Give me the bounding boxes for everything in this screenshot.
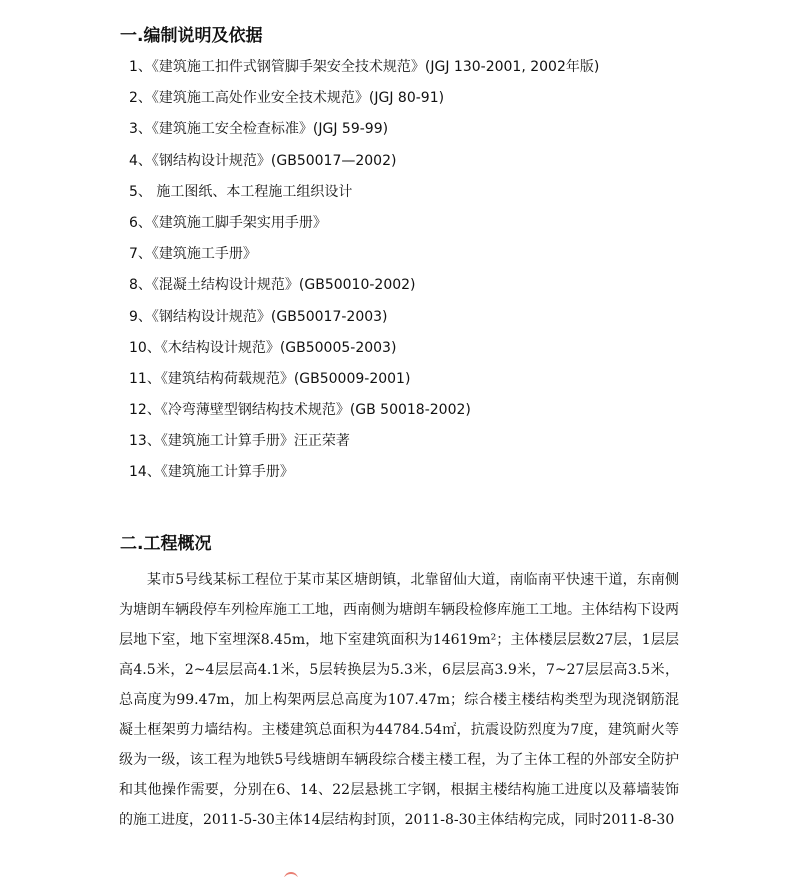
reference-item: 11、《建筑结构荷载规范》(GB50009-2001): [129, 370, 411, 387]
reference-item: 8、《混凝土结构设计规范》(GB50010-2002): [129, 277, 416, 294]
section-2-title: 二.工程概况: [120, 534, 212, 554]
reference-item: 10、《木结构设计规范》(GB50005-2003): [129, 339, 397, 356]
reference-item: 1、《建筑施工扣件式钢管脚手架安全技术规范》(JGJ 130-2001, 2002年版): [129, 59, 600, 75]
reference-list: [129, 56, 599, 493]
project-overview-paragraph: 某市5号线某标工程位于某市某区塘朗镇，北靠留仙大道，南临南平快速干道，东南侧为塘朗车辆段停车列检库施工工地，西南侧为塘朗车辆段检修库施工工地。主体结构下设两层地下室，地下室埋深8.45m，地下室建筑面积为14619m²；主体楼层层数27层，1层层高4.5米，2~4层层高4.1米，5层转换层为5.3米，6层层高3.9米，7~27层层高3.5米，总高度为99.47m，加上构架两层总高度为107.47m；综合楼主楼结构类型为现浇钢筋混凝土框架剪力墙结构。主楼建筑总面积为44784.54㎡，抗震设防烈度为7度，建筑耐火等级为一级，该工程为地铁5号线塘朗车辆段综合楼主楼工程，为了主体工程的外部安全防护和其他操作需要，分别在6、14、22层悬挑工字钢，根据主楼结构施工进度以及幕墙装饰的施工进度，2011-5-30主体14层结构封顶，2011-8-30主体结构完成，同时2011-8-30: [119, 572, 679, 828]
section-1-title: 一.编制说明及依据: [120, 26, 263, 46]
reference-item: 12、《冷弯薄壁型钢结构技术规范》(GB 50018-2002): [129, 402, 471, 419]
reference-item: 6、《建筑施工脚手架实用手册》: [129, 214, 327, 231]
reference-item: 4、《钢结构设计规范》(GB50017—2002): [129, 152, 397, 169]
reference-item: 9、《钢结构设计规范》(GB50017-2003): [129, 308, 388, 325]
reference-item: 3、《建筑施工安全检查标准》(JGJ 59-99): [129, 121, 389, 138]
reference-item: 5、 施工图纸、本工程施工组织设计: [129, 183, 353, 200]
decorative-mark: [284, 872, 298, 877]
reference-item: 14、《建筑施工计算手册》: [129, 464, 294, 481]
reference-item: 2、《建筑施工高处作业安全技术规范》(JGJ 80-91): [129, 90, 445, 107]
reference-item: 13、《建筑施工计算手册》汪正荣著: [129, 433, 350, 450]
reference-item: 7、《建筑施工手册》: [129, 246, 257, 263]
